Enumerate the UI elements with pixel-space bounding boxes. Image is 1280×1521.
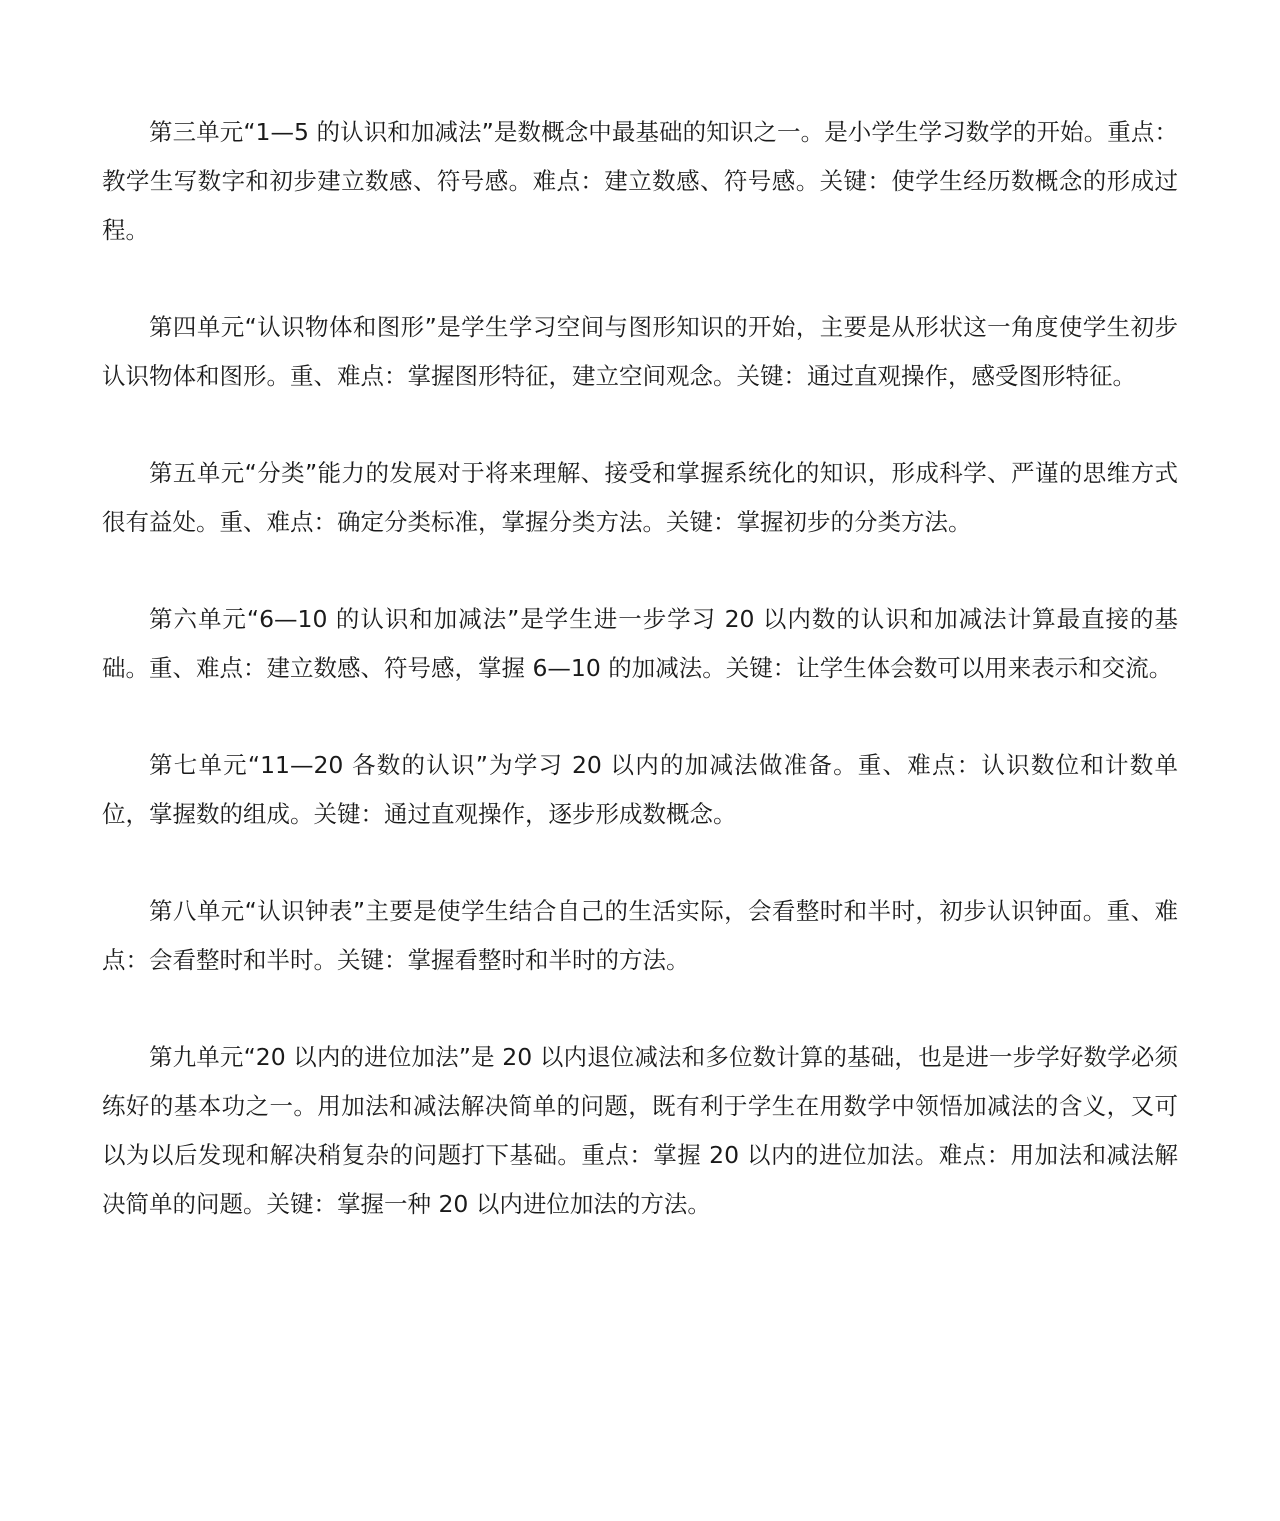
paragraph-unit-6: 第六单元“6—10 的认识和加减法”是学生进一步学习 20 以内数的认识和加减法计算最直接的基础。重、难点：建立数感、符号感，掌握 6—10 的加减法。关键：让学生体会数可以用来表示和交流。 xyxy=(102,605,1178,682)
paragraph-unit-8: 第八单元“认识钟表”主要是使学生结合自己的生活实际，会看整时和半时，初步认识钟面。重、难点：会看整时和半时。关键：掌握看整时和半时的方法。 xyxy=(102,897,1178,974)
paragraph-unit-9: 第九单元“20 以内的进位加法”是 20 以内退位减法和多位数计算的基础，也是进一步学好数学必须练好的基本功之一。用加法和减法解决简单的问题，既有利于学生在用数学中领悟加减法的含义，又可以为以后发现和解决稍复杂的问题打下基础。重点：掌握 20 以内的进位加法。难点：用加法和减法解决简单的问题。关键：掌握一种 20 以内进位加法的方法。 xyxy=(102,1043,1178,1218)
document-page xyxy=(102,108,1178,1229)
paragraph-unit-3: 第三单元“1—5 的认识和加减法”是数概念中最基础的知识之一。是小学生学习数学的开始。重点：教学生写数字和初步建立数感、符号感。难点：建立数感、符号感。关键：使学生经历数概念的形成过程。 xyxy=(102,118,1178,244)
paragraph-unit-5: 第五单元“分类”能力的发展对于将来理解、接受和掌握系统化的知识，形成科学、严谨的思维方式很有益处。重、难点：确定分类标准，掌握分类方法。关键：掌握初步的分类方法。 xyxy=(102,459,1178,536)
paragraph-unit-7: 第七单元“11—20 各数的认识”为学习 20 以内的加减法做准备。重、难点：认识数位和计数单位，掌握数的组成。关键：通过直观操作，逐步形成数概念。 xyxy=(102,751,1178,828)
paragraph-unit-4: 第四单元“认识物体和图形”是学生学习空间与图形知识的开始，主要是从形状这一角度使学生初步认识物体和图形。重、难点：掌握图形特征，建立空间观念。关键：通过直观操作，感受图形特征。 xyxy=(102,313,1178,390)
